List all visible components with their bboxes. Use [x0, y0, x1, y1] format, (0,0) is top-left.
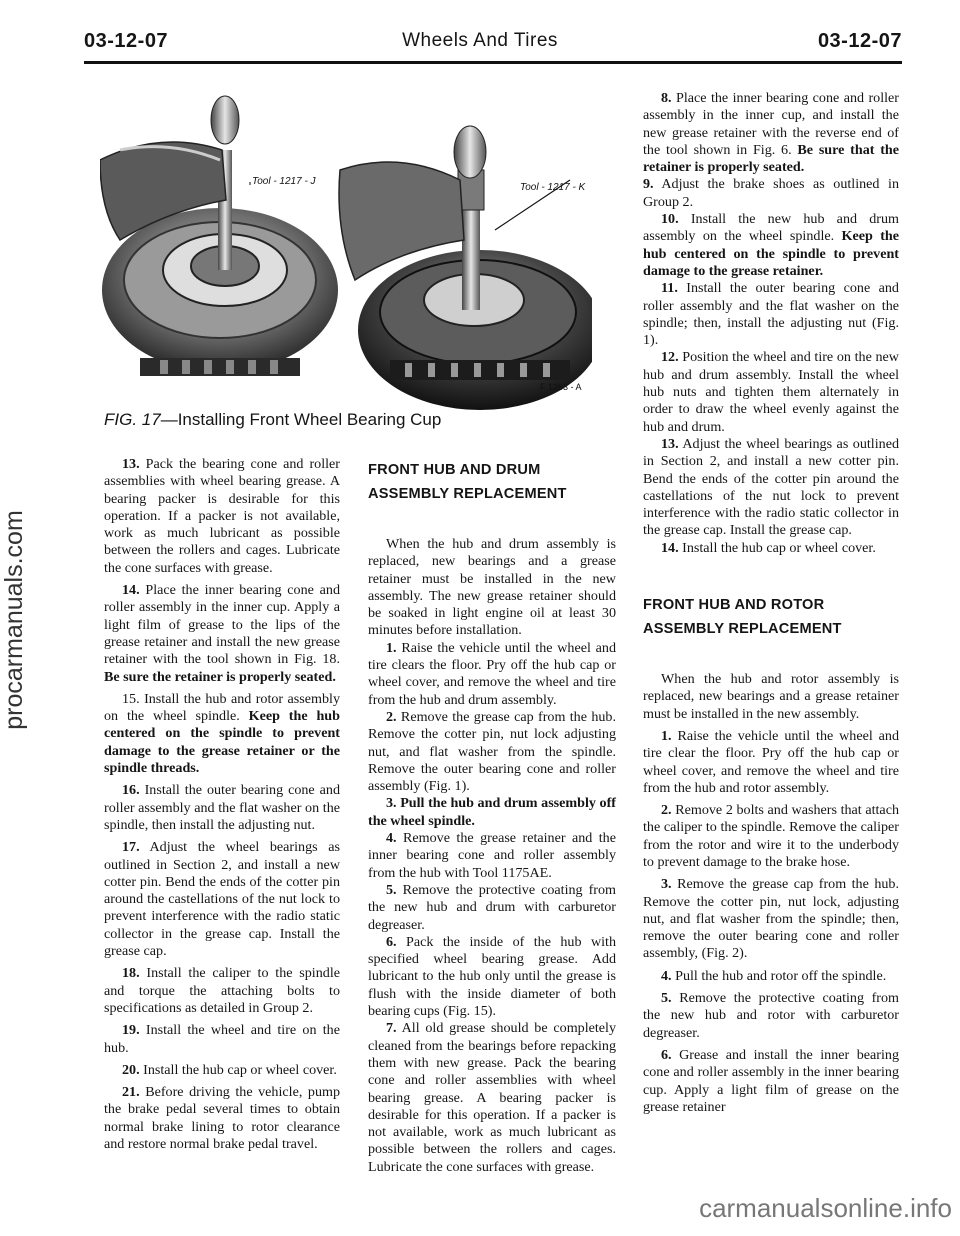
tool-label-right: Tool - 1217 - K — [520, 182, 586, 193]
step-13: 13. Pack the bearing cone and roller assemblies with wheel bearing grease. A bearing packer is desirable for this operation. If a packer is not available, work as much lubricant as possible between the rollers and cages. Lubricate the cone surfaces with grease. — [104, 456, 341, 576]
figure-installing-bearing-cup — [100, 90, 592, 420]
step-16: 16. Install the outer bearing cone and roller assembly and the flat washer on the spindle, then install the adjusting nut. — [104, 782, 340, 833]
page-title: Wheels And Tires — [402, 30, 558, 51]
drum-step-10: 10. Install the new hub and drum assembly on the wheel spindle. Keep the hub centered on the spindle to prevent damage to the grease retainer. — [643, 211, 900, 279]
figure-code: F 1263 - A — [540, 382, 582, 392]
section-heading-hub-rotor — [643, 593, 899, 641]
drum-step-6: 6. Pack the inside of the hub with specified wheel bearing grease. Add lubricant to the hub only until the grease is flush with the inside diameter of both bearing cups (Fig. 15). — [368, 933, 617, 1020]
intro-hub-rotor: When the hub and rotor assembly is replaced, new bearings and a grease retainer must be installed in the new assembly. — [643, 671, 899, 722]
rotor-step-5: 5. Remove the protective coating from the new hub and rotor with carburetor degreaser. — [643, 990, 899, 1041]
heading-line-2: ASSEMBLY REPLACEMENT — [368, 486, 567, 502]
intro-hub-drum: When the hub and drum assembly is replaced, new bearings and a grease retainer must be installed in the new assembly. The new grease retainer should be soaked in light engine oil at least 30 minutes before installation. — [368, 536, 616, 639]
heading-line-1: FRONT HUB AND DRUM — [368, 462, 541, 478]
figure-caption-number: FIG. 17 — [104, 410, 161, 429]
step-17: 17. Adjust the wheel bearings as outlined in Section 2, and install a new cotter pin. Bend the ends of the cotter pin around the castellations of the nut lock to prevent interference with the radio static collector in the grease cap. Install the grease cap. — [104, 839, 340, 960]
left-rotor-assembly — [100, 96, 338, 376]
page-number-left: 03-12-07 — [84, 30, 169, 52]
drum-step-4: 4. Remove the grease retainer and the inner bearing cone and roller assembly from the hub with Tool 1175AE. — [368, 830, 616, 881]
section-heading-hub-drum — [368, 458, 616, 506]
step-20: 20. Install the hub cap or wheel cover. — [122, 1061, 337, 1078]
drum-step-2: 2. Remove the grease cap from the hub. Remove the cotter pin, nut lock adjusting nut, and flat washer from the spindle. Remove the outer bearing cone and roller assembly (Fig. 1). — [368, 708, 616, 795]
drum-step-9: 9. Adjust the brake shoes as outlined in Group 2. — [643, 176, 899, 210]
heading-line-2: ASSEMBLY REPLACEMENT — [643, 621, 842, 638]
step-21: 21. Before driving the vehicle, pump the brake pedal several times to obtain normal brake lining to rotor clearance and restore normal brake pedal travel. — [104, 1084, 340, 1152]
rotor-step-6: 6. Grease and install the inner bearing cone and roller assembly in the inner bearing cup. Apply a light film of grease on the grease retainer — [643, 1046, 899, 1115]
drum-step-7: 7. All old grease should be completely cleaned from the bearings before repacking them with new grease. Pack the bearing cone and roller assemblies with wheel bearing grease. A bearing packer is desirable for this operation. If a packer is not available, work as much lubricant as possible between the rollers and cages. Lubricate the cone surfaces with grease. — [368, 1020, 617, 1175]
column-3 — [643, 90, 899, 1121]
step-15: 15. Install the hub and rotor assembly on the wheel spindle. Keep the hub centered on the spindle to prevent damage to the grease retainer or the spindle threads. — [104, 690, 340, 777]
drum-step-13: 13. Adjust the wheel bearings as outlined in Section 2, and install a new cotter pin. Bend the ends of the cotter pin around the castellations of the nut lock to prevent interference with the radio static collector in the grease cap. Install the grease cap. — [643, 435, 899, 539]
rotor-step-4: 4. Pull the hub and rotor off the spindle. — [661, 967, 887, 984]
page-number-right: 03-12-07 — [817, 30, 902, 52]
drum-step-14: 14. Install the hub cap or wheel cover. — [661, 539, 876, 556]
step-18: 18. Install the caliper to the spindle and torque the attaching bolts to specifications as detailed in Group 2. — [104, 965, 340, 1016]
tool-label-left: Tool - 1217 - J — [252, 176, 316, 187]
drum-step-3: 3. Pull the hub and drum assembly off the wheel spindle. — [368, 795, 616, 829]
drum-step-5: 5. Remove the protective coating from the new hub and drum with carburetor degreaser. — [368, 881, 616, 933]
drum-step-11: 11. Install the outer bearing cone and roller assembly and the flat washer on the spindle; then, install the adjusting nut (Fig. 1). — [643, 280, 899, 349]
figure-caption-text: —Installing Front Wheel Bearing Cup — [160, 410, 442, 429]
column-1 — [104, 456, 340, 1158]
step-14: 14. Place the inner bearing cone and roller assembly in the inner cup. Apply a light film of grease to the lips of the grease retainer and install the new grease retainer with the tool shown in Fig. 18. Be sure the retainer is properly seated. — [104, 582, 340, 685]
bottom-watermark: carmanualsonline.info — [699, 1193, 952, 1223]
step-19: 19. Install the wheel and tire on the hub. — [104, 1022, 340, 1056]
drum-step-1: 1. Raise the vehicle until the wheel and tire clears the floor. Pry off the hub cap or wheel cover, and remove the wheel and tire from the hub and drum assembly. — [368, 639, 616, 708]
drum-step-8: 8. Place the inner bearing cone and roller assembly in the inner cup, and install the new grease retainer with the reverse end of the tool shown in Fig. 6. Be sure that the retainer is properly seated. — [643, 90, 899, 176]
header-rule — [84, 61, 902, 64]
column-2 — [368, 456, 616, 1176]
figure-illustration — [100, 90, 592, 420]
heading-line-1: FRONT HUB AND ROTOR — [643, 597, 825, 614]
rotor-step-2: 2. Remove 2 bolts and washers that attach the caliper to the spindle. Remove the caliper from the rotor and wire it to the underbody to prevent damage to the brake hose. — [643, 802, 899, 870]
drum-step-12: 12. Position the wheel and tire on the new hub and drum assembly. Install the wheel hub nuts and tighten them alternately in order to draw the wheel evenly against the hub and drum. — [643, 349, 899, 435]
side-watermark: procarmanuals.com — [0, 510, 28, 730]
rotor-step-1: 1. Raise the vehicle until the wheel and tire clear the floor. Pry off the hub cap or wheel cover, and remove the wheel and tire from the hub and rotor assembly. — [643, 727, 900, 796]
rotor-step-3: 3. Remove the grease cap from the hub. Remove the cotter pin, nut lock, adjusting nut, and flat washer from the spindle; then, remove the outer bearing cone and roller assembly, (Fig. 2). — [643, 876, 900, 962]
figure-caption — [104, 410, 604, 430]
